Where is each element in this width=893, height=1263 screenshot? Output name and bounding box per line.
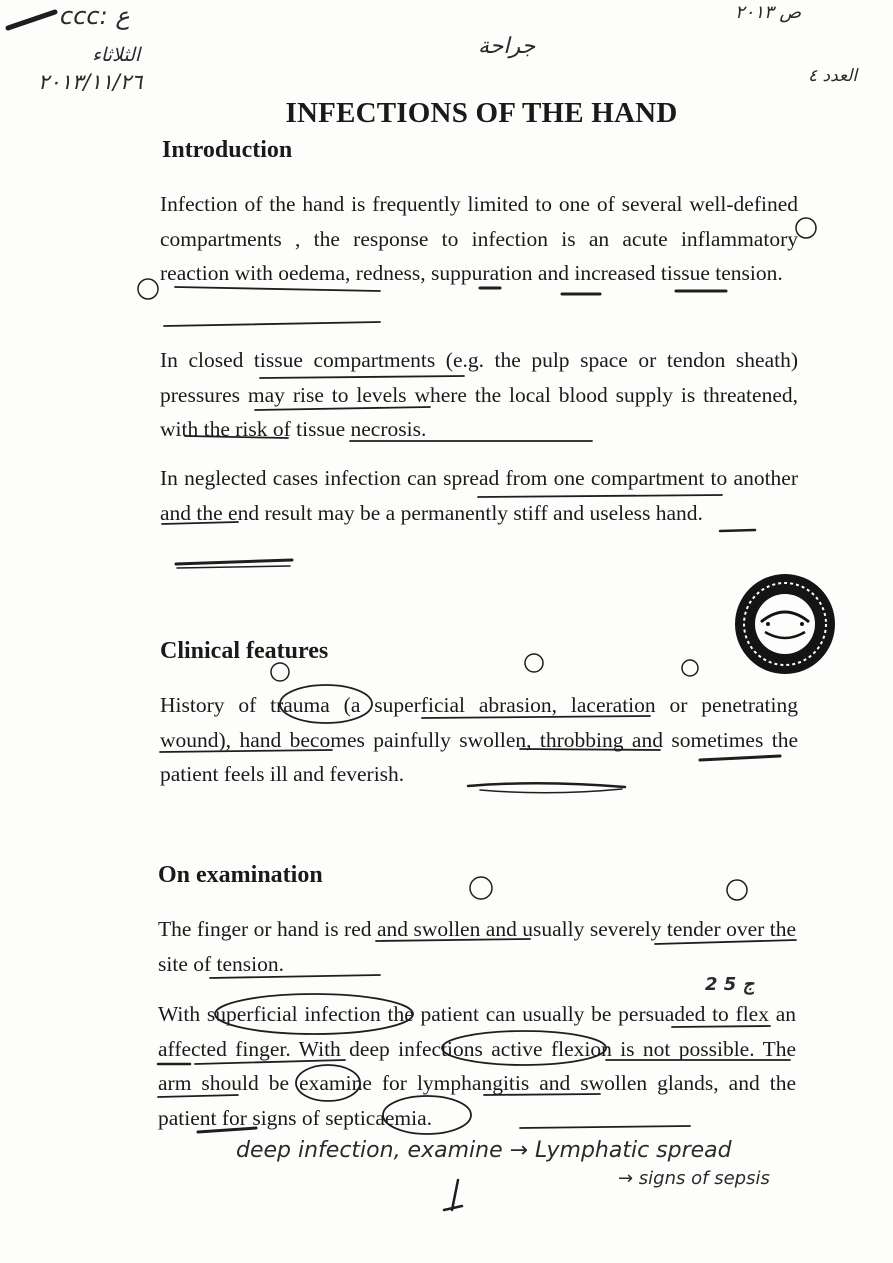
- paragraph-intro-2: In closed tissue compartments (e.g. the pulp space or tendon sheath) pressures may rise to levels where the local blood supply is threatened, with the risk of tissue necrosis.: [160, 348, 798, 441]
- handwritten-note-issue: العدد ٤: [808, 66, 858, 86]
- paragraph-intro-3: In neglected cases infection can spread from one compartment to another and the end result may be a permanently stiff and useless hand.: [160, 466, 798, 525]
- paragraph-exam-1: The finger or hand is red and swollen and usually severely tender over the site of tension.: [158, 917, 796, 976]
- handwritten-summary-line-2: → signs of sepsis: [618, 1168, 770, 1189]
- handwritten-margin-marks: 2 5 ج: [705, 974, 755, 995]
- handwritten-note-subject: جراحة: [478, 34, 536, 59]
- section-heading-on-examination: On examination: [158, 862, 323, 888]
- library-stamp-seal: [733, 572, 837, 676]
- handwritten-note-top-left: ccc: ع: [60, 2, 130, 30]
- paragraph-clinical-1: History of trauma (a superficial abrasion, laceration or penetrating wound), hand becomes painfully swollen, throbbing and sometimes the patient feels ill and feverish.: [160, 693, 798, 786]
- handwritten-summary-line-1: deep infection, examine → Lymphatic spread: [236, 1138, 732, 1163]
- handwritten-note-date: ٢٠١٣/١١/٢٦: [38, 70, 143, 94]
- section-heading-clinical-features: Clinical features: [160, 638, 329, 664]
- paragraph-intro-1: Infection of the hand is frequently limited to one of several well-defined compartments , the response to infection is an acute inflammatory reaction with oedema, redness, suppuration and increased tissue tension.: [160, 192, 798, 285]
- handwritten-note-day: الثلاثاء: [92, 44, 141, 66]
- handwritten-note-top-right: ص ٢٠١٣: [735, 2, 802, 23]
- section-heading-introduction: Introduction: [162, 137, 293, 163]
- document-title: INFECTIONS OF THE HAND: [285, 97, 678, 130]
- paragraph-exam-2: With superficial infection the patient can usually be persuaded to flex an affected finger. With deep infections active flexion is not possible. The arm should be examine for lymphangitis and swollen glands, and the patient for signs of septicaemia.: [158, 1002, 796, 1130]
